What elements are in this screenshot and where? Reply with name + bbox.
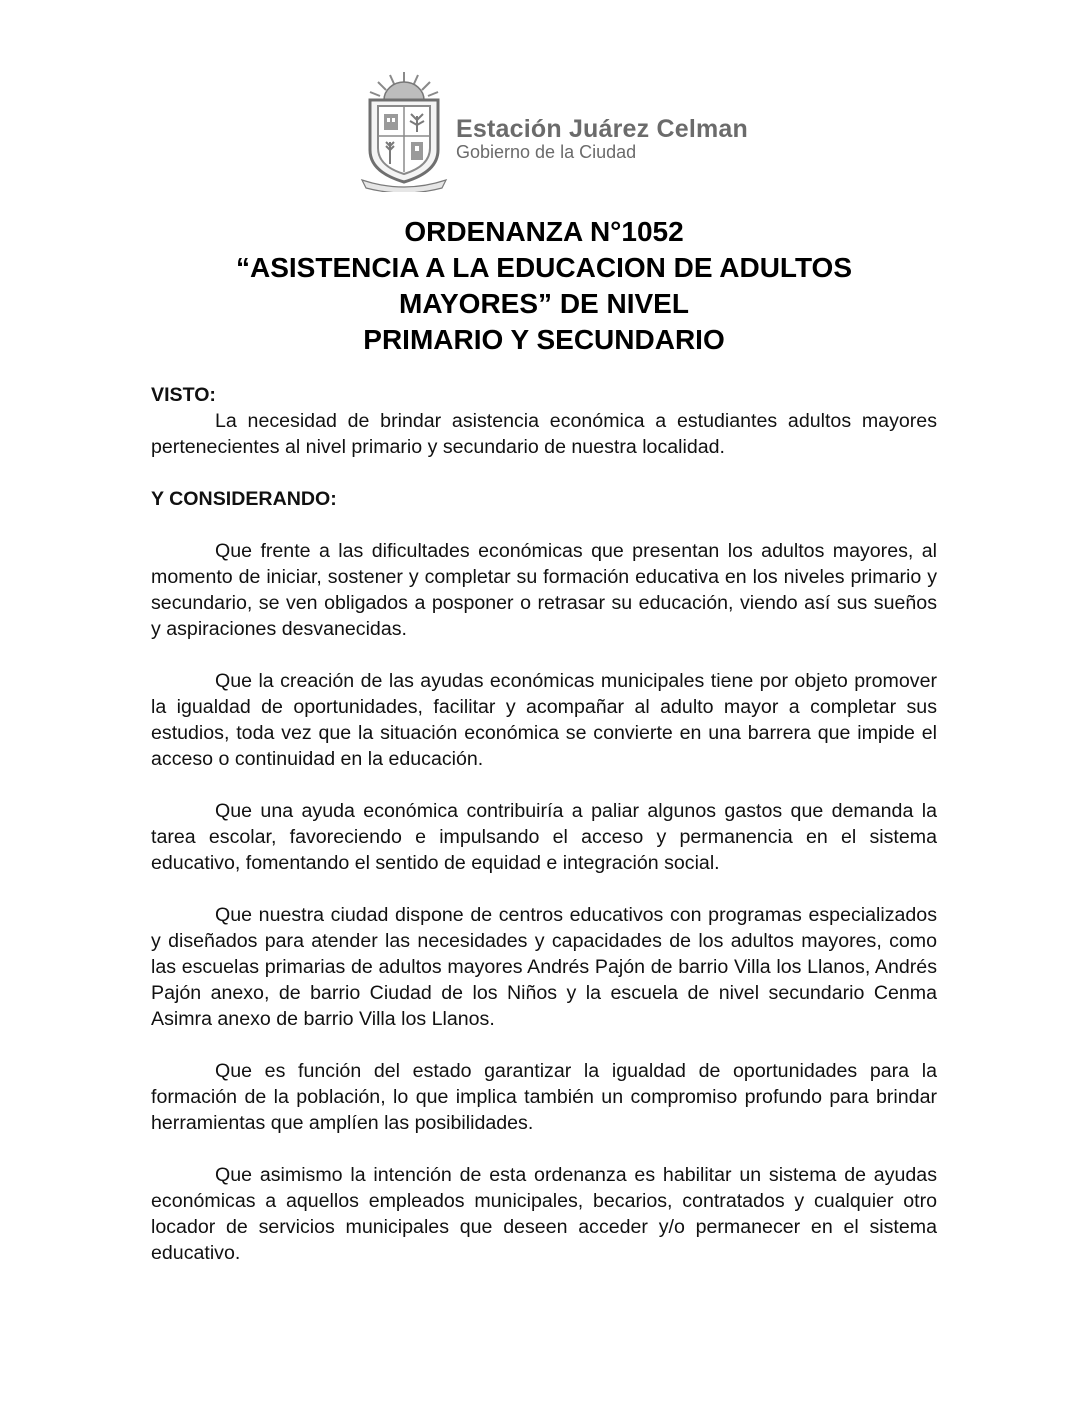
considerando-paragraph: Que una ayuda económica contribuiría a paliar algunos gastos que demanda la tarea escolar, favoreciendo e impulsando el acceso y permanencia en el sistema educativo, fomentando el sentido de equidad e integración social. bbox=[151, 800, 937, 874]
considerando-paragraph: Que nuestra ciudad dispone de centros educativos con programas especializados y diseñados para atender las necesidades y capacidades de los adultos mayores, como las escuelas primarias de adultos mayores Andrés Pajón de barrio Villa los Llanos, Andrés Pajón anexo, de barrio Ciudad de los Niños y la escuela de nivel secundario Cenma Asimra anexo de barrio Villa los Llanos. bbox=[151, 904, 937, 1030]
municipal-coat-of-arms-icon bbox=[360, 68, 448, 192]
title-line-1: ORDENANZA N°1052 bbox=[404, 216, 684, 247]
brand-subtitle: Gobierno de la Ciudad bbox=[456, 142, 637, 162]
document-body bbox=[151, 382, 937, 1266]
considerando-paragraph: Que la creación de las ayudas económicas municipales tiene por objeto promover la igualdad de oportunidades, facilitar y acompañar al adulto mayor a completar sus estudios, toda vez que la situación económica se convierte en una barrera que impide el acceso o continuidad en la educación. bbox=[151, 670, 937, 770]
considerando-paragraph: Que asimismo la intención de esta ordenanza es habilitar un sistema de ayudas económicas a aquellos empleados municipales, becarios, contratados y cualquier otro locador de servicios municipales que deseen acceder y/o permanecer en el sistema educativo. bbox=[151, 1164, 937, 1264]
title-line-3: MAYORES” DE NIVEL bbox=[399, 288, 689, 319]
considerando-paragraph: Que es función del estado garantizar la igualdad de oportunidades para la formación de la población, lo que implica también un compromiso profundo para brindar herramientas que amplíen las posibilidades. bbox=[151, 1060, 937, 1134]
letterhead bbox=[360, 68, 760, 192]
considerando-heading: Y CONSIDERANDO: bbox=[151, 488, 337, 510]
considerando-paragraph: Que frente a las dificultades económicas que presentan los adultos mayores, al momento de iniciar, sostener y completar su formación educativa en los niveles primario y secundario, se ven obligados a posponer o retrasar su educación, viendo así sus sueños y aspiraciones desvanecidas. bbox=[151, 540, 937, 640]
visto-heading: VISTO: bbox=[151, 384, 216, 406]
brand-text bbox=[456, 116, 748, 162]
visto-paragraph: La necesidad de brindar asistencia económica a estudiantes adultos mayores pertenecientes al nivel primario y secundario de nuestra localidad. bbox=[151, 410, 937, 458]
document-title bbox=[130, 214, 958, 358]
title-line-2: “ASISTENCIA A LA EDUCACION DE ADULTOS bbox=[235, 252, 852, 283]
brand-name: Estación Juárez Celman bbox=[456, 115, 749, 143]
title-line-4: PRIMARIO Y SECUNDARIO bbox=[363, 324, 725, 355]
